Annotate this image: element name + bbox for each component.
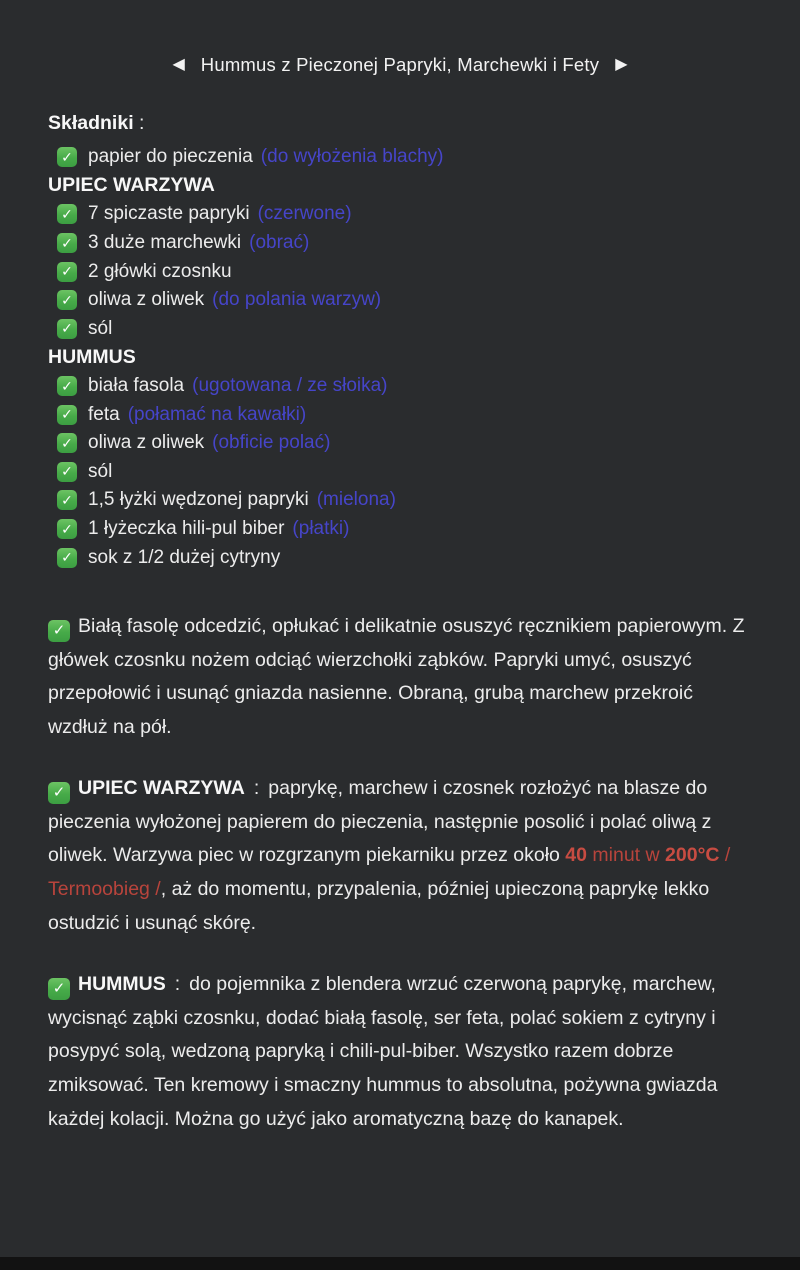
page-title: Hummus z Pieczonej Papryki, Marchewki i Fety: [200, 54, 600, 75]
step-title: HUMMUS: [78, 973, 166, 996]
checked-checkbox-icon[interactable]: ✓: [57, 548, 77, 568]
ingredient-row: [48, 143, 752, 172]
ingredient-note: (do polania warzyw): [212, 289, 382, 311]
step-text: , aż do momentu, przypalenia, później upieczoną paprykę lekko ostudzić i usunąć skórę.: [48, 878, 710, 934]
ingredient-name: 7 spiczaste papryki: [88, 203, 250, 225]
checked-checkbox-icon[interactable]: ✓: [57, 376, 77, 396]
ingredients-heading: [48, 112, 752, 135]
checked-checkbox-icon[interactable]: ✓: [57, 519, 77, 539]
checked-checkbox-icon[interactable]: ✓: [57, 290, 77, 310]
instruction-step-1: [48, 610, 752, 744]
ingredient-row: [48, 229, 752, 258]
ingredient-note: (mielona): [316, 489, 396, 511]
ingredient-row: [48, 458, 752, 487]
step-text: do pojemnika z blendera wrzuć czerwoną paprykę, marchew, wycisnąć ząbki czosnku, dodać białą fasolę, ser feta, polać sokiem z cytryny i posypyć solą, wedzoną papryką i chili-pul-biber. Wszystko razem dobrze zmiksować. Ten kremowy i smaczny hummus to absolutna, pożywna gwiazda każdej kolacji. Można go użyć jako aromatyczną bazę do kanapek.: [48, 973, 718, 1130]
ingredient-name: papier do pieczenia: [88, 146, 253, 168]
step-title-separator: :: [253, 777, 260, 800]
bottom-edge-bar: [0, 1257, 800, 1270]
ingredient-row: [48, 400, 752, 429]
ingredient-group-header: HUMMUS: [48, 345, 136, 368]
prev-recipe-button[interactable]: ◀: [172, 56, 185, 73]
checked-checkbox-icon[interactable]: ✓: [57, 319, 77, 339]
ingredients-heading-colon: :: [139, 112, 145, 134]
ingredient-note: (połamać na kawałki): [127, 403, 307, 425]
baking-time-unit: minut w: [587, 844, 666, 867]
ingredient-note: (do wyłożenia blachy): [260, 146, 444, 168]
ingredient-name: 1 łyżeczka hili-pul biber: [88, 518, 285, 540]
step-title-separator: :: [174, 973, 181, 996]
ingredient-name: feta: [88, 403, 120, 425]
checked-checkbox-icon[interactable]: ✓: [57, 405, 77, 425]
ingredient-row: [48, 200, 752, 229]
checked-checkbox-icon[interactable]: ✓: [48, 782, 70, 804]
title-bar: [48, 54, 752, 76]
ingredient-note: (obrać): [249, 232, 310, 254]
ingredients-heading-label: Składniki: [48, 112, 134, 134]
ingredient-name: 3 duże marchewki: [88, 232, 242, 254]
ingredient-row: [48, 286, 752, 315]
ingredient-name: sok z 1/2 dużej cytryny: [88, 546, 281, 568]
ingredient-name: oliwa z oliwek: [88, 289, 205, 311]
step-text: paprykę, marchew i czosnek rozłożyć na blasze do pieczenia wyłożonej papierem do pieczenia, następnie posolić i polać oliwą z oliwek. Warzywa piec w rozgrzanym piekarniku przez około: [48, 777, 712, 867]
baking-mode-note: / Termoobieg /: [48, 844, 731, 901]
step-title: UPIEC WARZYWA: [78, 777, 245, 800]
checked-checkbox-icon[interactable]: ✓: [57, 262, 77, 282]
next-recipe-button[interactable]: ▶: [615, 56, 628, 73]
ingredient-row: [48, 515, 752, 544]
ingredient-row: [48, 315, 752, 344]
ingredient-name: 1,5 łyżki wędzonej papryki: [88, 489, 309, 511]
checked-checkbox-icon[interactable]: ✓: [57, 204, 77, 224]
ingredient-row: [48, 257, 752, 286]
checked-checkbox-icon[interactable]: ✓: [48, 620, 70, 642]
ingredient-note: (ugotowana / ze słoika): [192, 375, 388, 397]
checked-checkbox-icon[interactable]: ✓: [57, 147, 77, 167]
instruction-step-2: [48, 772, 752, 940]
instruction-step-3: [48, 968, 752, 1136]
ingredients-list: [48, 143, 752, 572]
checked-checkbox-icon[interactable]: ✓: [48, 978, 70, 1000]
ingredient-row: [48, 486, 752, 515]
ingredient-name: sól: [88, 317, 113, 339]
instructions: [48, 610, 752, 1136]
ingredient-name: sól: [88, 460, 113, 482]
ingredient-row: [48, 429, 752, 458]
baking-time-value: 40: [565, 844, 587, 867]
ingredient-group-header: UPIEC WARZYWA: [48, 174, 215, 197]
ingredient-name: 2 główki czosnku: [88, 260, 232, 282]
ingredient-note: (obficie polać): [212, 432, 331, 454]
ingredient-name: biała fasola: [88, 375, 185, 397]
step-text: Białą fasolę odcedzić, opłukać i delikatnie osuszyć ręcznikiem papierowym. Z główek czosnku nożem odciąć wierzchołki ząbków. Papryki umyć, osuszyć przepołowić i usunąć gniazda nasienne. Obraną, grubą marchew przekroić wzdłuż na pół.: [48, 614, 745, 738]
checked-checkbox-icon[interactable]: ✓: [57, 233, 77, 253]
ingredient-row: [48, 372, 752, 401]
ingredient-note: (czerwone): [257, 203, 352, 225]
ingredient-note: (płatki): [292, 518, 350, 540]
checked-checkbox-icon[interactable]: ✓: [57, 433, 77, 453]
ingredient-row: [48, 543, 752, 572]
checked-checkbox-icon[interactable]: ✓: [57, 462, 77, 482]
baking-temperature-value: 200°C: [665, 844, 720, 867]
checked-checkbox-icon[interactable]: ✓: [57, 490, 77, 510]
ingredient-name: oliwa z oliwek: [88, 432, 205, 454]
